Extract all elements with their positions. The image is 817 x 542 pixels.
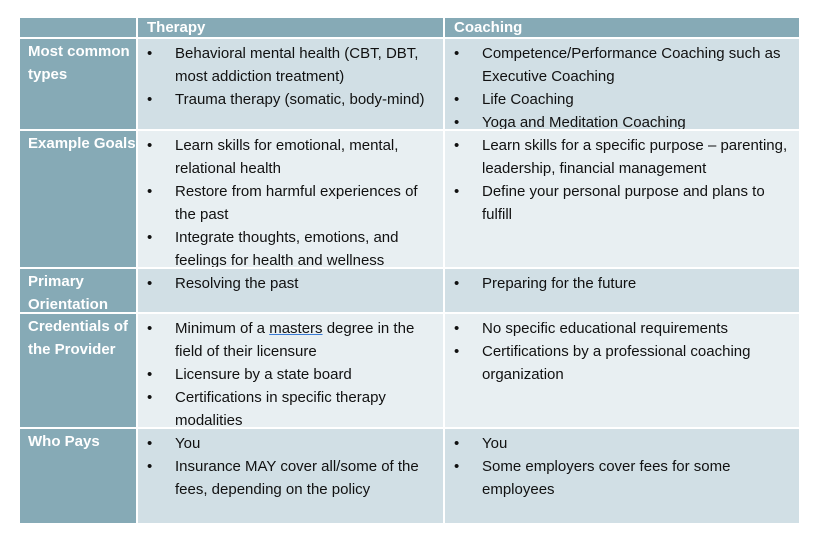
header-therapy: Therapy <box>138 18 445 39</box>
list-item: • Behavioral mental health (CBT, DBT, most addiction treatment) <box>138 42 439 88</box>
therapy-cell-goals <box>138 131 445 269</box>
therapy-credentials-list <box>138 314 443 429</box>
therapy-pays-list <box>138 429 443 501</box>
therapy-cell-orientation <box>138 269 445 314</box>
credential-text-after: degree in the field of their licensure <box>175 320 415 360</box>
credential-text-before: Minimum of a <box>175 320 270 337</box>
coaching-goals-list <box>445 131 799 226</box>
therapy-cell-types <box>138 39 445 131</box>
coaching-cell-who-pays <box>445 429 799 523</box>
row-label-example-goals: Example Goals <box>20 131 138 269</box>
therapy-types-list <box>138 39 443 111</box>
list-item: • Learn skills for a specific purpose – parenting, leadership, financial management <box>445 134 795 180</box>
coaching-orientation-list <box>445 269 799 295</box>
list-item: • You <box>445 432 795 455</box>
list-item <box>138 317 439 363</box>
list-item: • Some employers cover fees for some employees <box>445 455 795 501</box>
therapy-cell-credentials <box>138 314 445 429</box>
coaching-credentials-list <box>445 314 799 386</box>
list-item: • Licensure by a state board <box>138 363 439 386</box>
list-item: • Restore from harmful experiences of the past <box>138 180 439 226</box>
coaching-types-list <box>445 39 799 131</box>
row-label-who-pays: Who Pays <box>20 429 138 523</box>
header-coaching: Coaching <box>445 18 799 39</box>
coaching-cell-goals <box>445 131 799 269</box>
list-item: • Certifications in specific therapy modalities <box>138 386 439 429</box>
list-item: • Yoga and Meditation Coaching <box>445 111 795 131</box>
row-label-credentials: Credentials of the Provider <box>20 314 138 429</box>
list-item: • Define your personal purpose and plans to fulfill <box>445 180 795 226</box>
coaching-pays-list <box>445 429 799 501</box>
comparison-table <box>20 18 799 523</box>
list-item: • Life Coaching <box>445 88 795 111</box>
coaching-cell-types <box>445 39 799 131</box>
header-corner <box>20 18 138 39</box>
therapy-goals-list <box>138 131 443 269</box>
coaching-cell-orientation <box>445 269 799 314</box>
therapy-orientation-list <box>138 269 443 295</box>
list-item: • Trauma therapy (somatic, body-mind) <box>138 88 439 111</box>
therapy-cell-who-pays <box>138 429 445 523</box>
list-item: • You <box>138 432 439 455</box>
coaching-cell-credentials <box>445 314 799 429</box>
list-item: • Integrate thoughts, emotions, and feelings for health and wellness <box>138 226 439 269</box>
list-item: • Resolving the past <box>138 272 439 295</box>
list-item: • Insurance MAY cover all/some of the fees, depending on the policy <box>138 455 439 501</box>
masters-underlined-word: masters <box>269 320 323 337</box>
list-item: • Competence/Performance Coaching such as Executive Coaching <box>445 42 795 88</box>
row-label-primary-orientation: Primary Orientation <box>20 269 138 314</box>
row-label-most-common-types: Most common types <box>20 39 138 131</box>
list-item: • No specific educational requirements <box>445 317 795 340</box>
list-item: • Learn skills for emotional, mental, relational health <box>138 134 439 180</box>
list-item: • Certifications by a professional coaching organization <box>445 340 795 386</box>
list-item: • Preparing for the future <box>445 272 795 295</box>
